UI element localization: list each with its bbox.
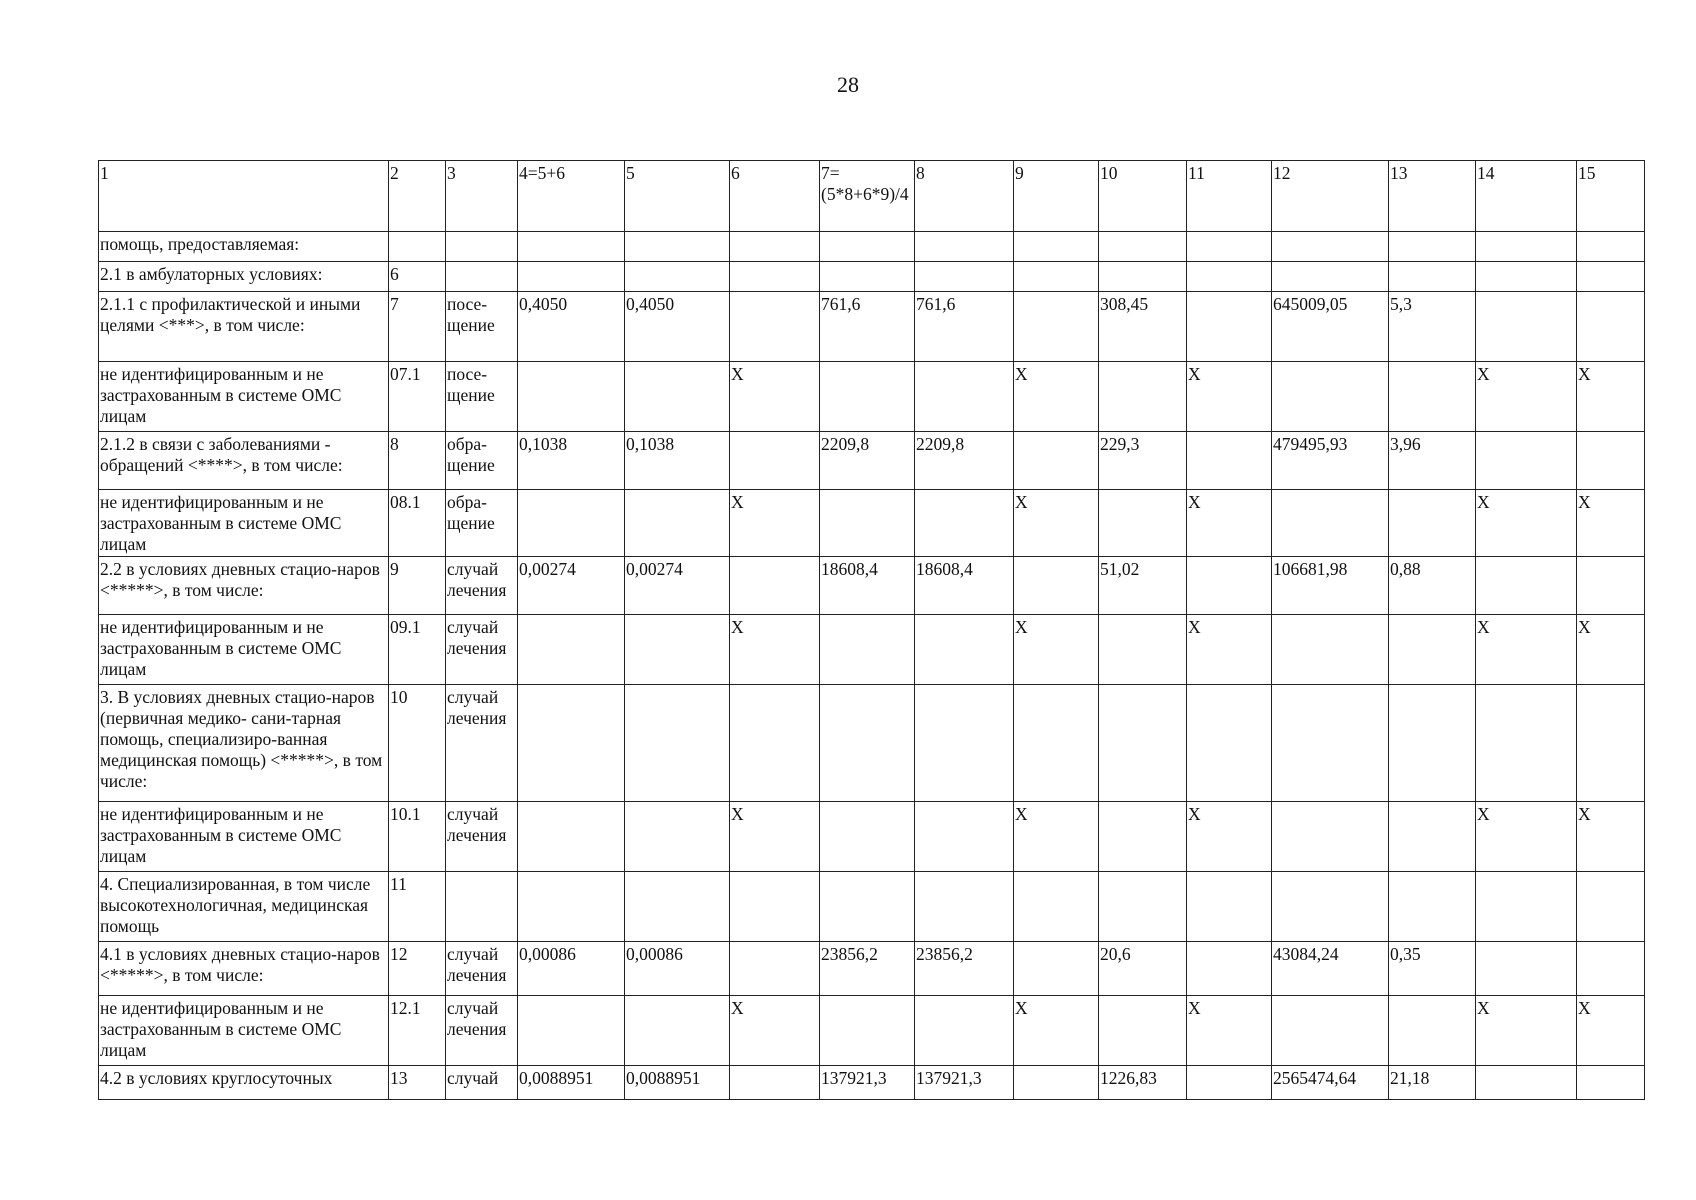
value-cell: 5,3 (1389, 292, 1476, 362)
row-label: 4.2 в условиях круглосуточных (99, 1066, 389, 1100)
row-label: 4. Специализированная, в том числе высокотехнологичная, медицинская помощь (99, 872, 389, 942)
x-mark-cell: X (1187, 615, 1272, 685)
value-cell (1476, 872, 1577, 942)
x-mark-cell: X (1577, 802, 1645, 872)
value-cell (1389, 232, 1476, 262)
value-cell (1577, 685, 1645, 802)
x-mark-cell: X (1577, 362, 1645, 432)
row-code: 07.1 (389, 362, 446, 432)
header-cell: 4=5+6 (518, 161, 625, 232)
value-cell (1099, 615, 1187, 685)
value-cell (820, 362, 915, 432)
value-cell (915, 685, 1014, 802)
table-row (99, 942, 1645, 996)
row-code: 12 (389, 942, 446, 996)
value-cell: 0,1038 (518, 432, 625, 490)
value-cell (1476, 262, 1577, 292)
value-cell (518, 615, 625, 685)
row-unit: случай (446, 1066, 518, 1100)
row-label: 2.1.2 в связи с заболеваниями - обращений <****>, в том числе: (99, 432, 389, 490)
x-mark-cell: X (730, 490, 820, 557)
table-row (99, 432, 1645, 490)
value-cell (1014, 232, 1099, 262)
value-cell (1577, 432, 1645, 490)
row-unit: случай лечения (446, 802, 518, 872)
value-cell (1272, 262, 1389, 292)
value-cell (915, 996, 1014, 1066)
row-code: 08.1 (389, 490, 446, 557)
value-cell (518, 996, 625, 1066)
page-number: 28 (837, 72, 859, 97)
table-row (99, 802, 1645, 872)
value-cell (1099, 362, 1187, 432)
table-row (99, 615, 1645, 685)
value-cell (518, 872, 625, 942)
value-cell (1014, 942, 1099, 996)
value-cell (730, 685, 820, 802)
value-cell (730, 432, 820, 490)
value-cell (915, 490, 1014, 557)
value-cell (915, 615, 1014, 685)
value-cell: 21,18 (1389, 1066, 1476, 1100)
value-cell (1099, 490, 1187, 557)
value-cell: 23856,2 (915, 942, 1014, 996)
value-cell (1014, 432, 1099, 490)
value-cell (518, 490, 625, 557)
value-cell: 229,3 (1099, 432, 1187, 490)
header-cell: 6 (730, 161, 820, 232)
value-cell (820, 802, 915, 872)
x-mark-cell: X (1577, 615, 1645, 685)
row-label: не идентифицированным и не застрахованным в системе ОМС лицам (99, 996, 389, 1066)
value-cell: 0,88 (1389, 557, 1476, 615)
data-table (98, 160, 1645, 1100)
value-cell (820, 872, 915, 942)
value-cell: 0,4050 (518, 292, 625, 362)
value-cell (1272, 490, 1389, 557)
value-cell (1099, 802, 1187, 872)
value-cell (730, 292, 820, 362)
value-cell: 0,4050 (625, 292, 730, 362)
value-cell: 18608,4 (820, 557, 915, 615)
header-cell: 15 (1577, 161, 1645, 232)
value-cell (1389, 685, 1476, 802)
value-cell: 43084,24 (1272, 942, 1389, 996)
row-unit: посе-щение (446, 292, 518, 362)
row-unit: обра-щение (446, 432, 518, 490)
value-cell (1272, 685, 1389, 802)
value-cell (730, 262, 820, 292)
header-cell: 9 (1014, 161, 1099, 232)
value-cell: 3,96 (1389, 432, 1476, 490)
value-cell (1272, 996, 1389, 1066)
row-label: 3. В условиях дневных стацио-наров (первичная медико- сани-тарная помощь, специализиро-ванная медицинская помощь) <*****>, в том числе: (99, 685, 389, 802)
value-cell: 1226,83 (1099, 1066, 1187, 1100)
value-cell (1272, 615, 1389, 685)
x-mark-cell: X (1577, 490, 1645, 557)
value-cell (1577, 232, 1645, 262)
value-cell (1099, 996, 1187, 1066)
value-cell: 0,0088951 (518, 1066, 625, 1100)
row-unit (446, 872, 518, 942)
value-cell (915, 362, 1014, 432)
value-cell (1014, 685, 1099, 802)
row-unit (446, 232, 518, 262)
value-cell (1389, 615, 1476, 685)
row-label: помощь, предоставляемая: (99, 232, 389, 262)
row-code: 10 (389, 685, 446, 802)
value-cell (1577, 872, 1645, 942)
value-cell: 137921,3 (915, 1066, 1014, 1100)
value-cell (1577, 262, 1645, 292)
value-cell (730, 232, 820, 262)
value-cell (730, 942, 820, 996)
value-cell: 0,00274 (518, 557, 625, 615)
value-cell (1389, 872, 1476, 942)
value-cell (625, 232, 730, 262)
value-cell (1577, 292, 1645, 362)
value-cell (1389, 490, 1476, 557)
value-cell (1389, 996, 1476, 1066)
row-label: 2.1.1 с профилактической и иными целями <***>, в том числе: (99, 292, 389, 362)
value-cell (1476, 942, 1577, 996)
x-mark-cell: X (1014, 362, 1099, 432)
header-cell: 12 (1272, 161, 1389, 232)
value-cell (730, 1066, 820, 1100)
value-cell (1187, 872, 1272, 942)
value-cell (820, 685, 915, 802)
table-row (99, 1066, 1645, 1100)
value-cell: 0,00086 (518, 942, 625, 996)
value-cell: 308,45 (1099, 292, 1187, 362)
row-code: 09.1 (389, 615, 446, 685)
row-label: не идентифицированным и не застрахованным в системе ОМС лицам (99, 362, 389, 432)
row-unit: случай лечения (446, 685, 518, 802)
row-code: 9 (389, 557, 446, 615)
row-unit: посе-щение (446, 362, 518, 432)
value-cell: 2565474,64 (1272, 1066, 1389, 1100)
x-mark-cell: X (1476, 615, 1577, 685)
value-cell (1187, 557, 1272, 615)
value-cell (1014, 262, 1099, 292)
row-label: 2.1 в амбулаторных условиях: (99, 262, 389, 292)
table-row (99, 362, 1645, 432)
value-cell: 2209,8 (820, 432, 915, 490)
value-cell: 23856,2 (820, 942, 915, 996)
row-code: 10.1 (389, 802, 446, 872)
value-cell (915, 262, 1014, 292)
header-cell: 13 (1389, 161, 1476, 232)
x-mark-cell: X (1014, 996, 1099, 1066)
value-cell (625, 996, 730, 1066)
header-cell: 14 (1476, 161, 1577, 232)
row-unit (446, 262, 518, 292)
value-cell: 137921,3 (820, 1066, 915, 1100)
value-cell (1577, 942, 1645, 996)
row-unit: обра-щение (446, 490, 518, 557)
header-cell: 2 (389, 161, 446, 232)
value-cell (1099, 872, 1187, 942)
value-cell: 51,02 (1099, 557, 1187, 615)
value-cell (1099, 685, 1187, 802)
value-cell (1476, 432, 1577, 490)
table-row (99, 232, 1645, 262)
row-code: 6 (389, 262, 446, 292)
value-cell (1272, 232, 1389, 262)
value-cell: 0,0088951 (625, 1066, 730, 1100)
x-mark-cell: X (730, 802, 820, 872)
row-code: 13 (389, 1066, 446, 1100)
value-cell (820, 615, 915, 685)
value-cell (625, 362, 730, 432)
table-row (99, 490, 1645, 557)
value-cell (625, 490, 730, 557)
row-unit: случай лечения (446, 615, 518, 685)
value-cell: 2209,8 (915, 432, 1014, 490)
x-mark-cell: X (1476, 996, 1577, 1066)
value-cell (915, 232, 1014, 262)
header-cell: 11 (1187, 161, 1272, 232)
x-mark-cell: X (1577, 996, 1645, 1066)
x-mark-cell: X (730, 996, 820, 1066)
x-mark-cell: X (730, 615, 820, 685)
x-mark-cell: X (1187, 362, 1272, 432)
row-label: не идентифицированным и не застрахованным в системе ОМС лицам (99, 490, 389, 557)
value-cell (1476, 557, 1577, 615)
value-cell (1187, 432, 1272, 490)
header-cell: 5 (625, 161, 730, 232)
value-cell (1187, 262, 1272, 292)
value-cell: 761,6 (915, 292, 1014, 362)
header-row (99, 161, 1645, 232)
value-cell (1014, 1066, 1099, 1100)
header-cell: 3 (446, 161, 518, 232)
x-mark-cell: X (730, 362, 820, 432)
value-cell (518, 685, 625, 802)
value-cell: 645009,05 (1272, 292, 1389, 362)
x-mark-cell: X (1187, 802, 1272, 872)
value-cell (1014, 872, 1099, 942)
value-cell: 20,6 (1099, 942, 1187, 996)
value-cell (1389, 362, 1476, 432)
value-cell (518, 232, 625, 262)
value-cell (1272, 362, 1389, 432)
value-cell (1099, 262, 1187, 292)
value-cell (1272, 802, 1389, 872)
value-cell (1389, 802, 1476, 872)
x-mark-cell: X (1476, 362, 1577, 432)
row-label: 4.1 в условиях дневных стацио-наров <*****>, в том числе: (99, 942, 389, 996)
value-cell (1476, 685, 1577, 802)
table-row (99, 996, 1645, 1066)
table-row (99, 557, 1645, 615)
row-code: 11 (389, 872, 446, 942)
value-cell (820, 996, 915, 1066)
row-code: 8 (389, 432, 446, 490)
x-mark-cell: X (1476, 802, 1577, 872)
value-cell (1389, 262, 1476, 292)
value-cell (1476, 292, 1577, 362)
value-cell: 0,00086 (625, 942, 730, 996)
value-cell (1577, 1066, 1645, 1100)
value-cell: 0,00274 (625, 557, 730, 615)
value-cell (730, 557, 820, 615)
table-row (99, 292, 1645, 362)
value-cell (625, 872, 730, 942)
value-cell (1014, 557, 1099, 615)
value-cell: 761,6 (820, 292, 915, 362)
value-cell (820, 232, 915, 262)
header-cell: 10 (1099, 161, 1187, 232)
value-cell (1014, 292, 1099, 362)
value-cell: 106681,98 (1272, 557, 1389, 615)
header-cell: 1 (99, 161, 389, 232)
row-code (389, 232, 446, 262)
row-code: 7 (389, 292, 446, 362)
value-cell (1476, 232, 1577, 262)
row-label: 2.2 в условиях дневных стацио-наров <*****>, в том числе: (99, 557, 389, 615)
x-mark-cell: X (1187, 490, 1272, 557)
table-row (99, 685, 1645, 802)
row-label: не идентифицированным и не застрахованным в системе ОМС лицам (99, 802, 389, 872)
value-cell: 18608,4 (915, 557, 1014, 615)
x-mark-cell: X (1476, 490, 1577, 557)
value-cell (625, 262, 730, 292)
row-unit: случай лечения (446, 557, 518, 615)
value-cell (1187, 232, 1272, 262)
value-cell (730, 872, 820, 942)
value-cell (1476, 1066, 1577, 1100)
x-mark-cell: X (1014, 615, 1099, 685)
value-cell (518, 262, 625, 292)
row-unit: случай лечения (446, 996, 518, 1066)
table-body (99, 161, 1645, 1100)
table-row (99, 262, 1645, 292)
row-label: не идентифицированным и не застрахованным в системе ОМС лицам (99, 615, 389, 685)
value-cell (518, 802, 625, 872)
value-cell (1187, 942, 1272, 996)
x-mark-cell: X (1014, 802, 1099, 872)
value-cell (915, 872, 1014, 942)
value-cell: 0,35 (1389, 942, 1476, 996)
value-cell (915, 802, 1014, 872)
x-mark-cell: X (1187, 996, 1272, 1066)
value-cell (1099, 232, 1187, 262)
header-cell: 8 (915, 161, 1014, 232)
value-cell (625, 615, 730, 685)
value-cell (518, 362, 625, 432)
value-cell (1187, 292, 1272, 362)
value-cell (625, 802, 730, 872)
value-cell (820, 262, 915, 292)
value-cell (820, 490, 915, 557)
table-row (99, 872, 1645, 942)
value-cell (1187, 1066, 1272, 1100)
header-cell: 7=(5*8+6*9)/4 (820, 161, 915, 232)
row-unit: случай лечения (446, 942, 518, 996)
value-cell (1577, 557, 1645, 615)
value-cell (625, 685, 730, 802)
x-mark-cell: X (1014, 490, 1099, 557)
value-cell: 479495,93 (1272, 432, 1389, 490)
value-cell (1272, 872, 1389, 942)
value-cell (1187, 685, 1272, 802)
row-code: 12.1 (389, 996, 446, 1066)
value-cell: 0,1038 (625, 432, 730, 490)
